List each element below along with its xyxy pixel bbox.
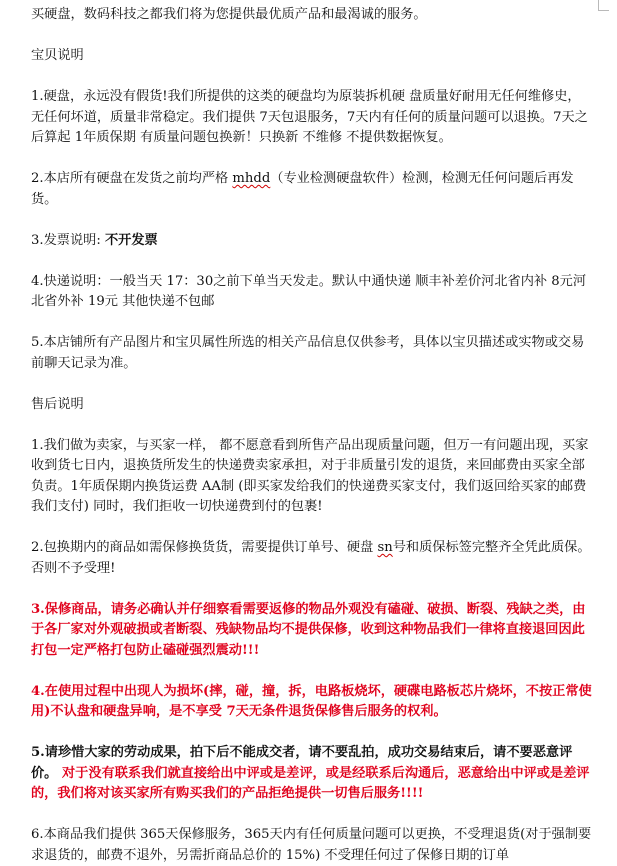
after-sales-note-5: 5.请珍惜大家的劳动成果，拍下后不能成交者，请不要乱拍，成功交易结束后，请不要恶意评价。 对于没有联系我们就直接给出中评或是差评，或是经联系后沟通后，恶意给出中评或是差评的，我们将对该买家所有购买我们的产品拒绝提供一切售后服务!!!! <box>31 745 590 801</box>
spellcheck-word: mhdd <box>232 171 271 186</box>
warning-text: 对于没有联系我们就直接给出中评或是差评，或是经联系后沟通后，恶意给出中评或是差评的，我们将对该买家所有购买我们的产品拒绝提供一切售后服务!!!! <box>31 765 590 801</box>
page-corner-mark <box>598 0 609 11</box>
product-note-5: 5.本店铺所有产品图片和宝贝属性所选的相关产品信息仅供参考，具体以宝贝描述或实物或交易前聊天记录为准。 <box>31 335 585 371</box>
document-body <box>31 5 593 866</box>
after-sales-note-1: 1.我们做为卖家，与买家一样， 都不愿意看到所售产品出现质量问题，但万一有问题出现，买家收到货七日内，退换货所发生的快递费卖家承担，对于非质量引发的退货，来回邮费由买家全部负责。1年质保期内换货运费 AA制 (即买家发给我们的快递费买家支付，我们返回给买家的邮费我们支付) 同时，我们拒收一切快递费到付的包裹! <box>31 437 589 514</box>
intro-line: 买硬盘，数码科技之都我们将为您提供最优质产品和最渴诚的服务。 <box>31 7 427 22</box>
after-sales-note-4: 4.在使用过程中出现人为损坏(摔，碰，撞，拆，电路板烧坏，硬碟电路板芯片烧坏，不按正常使用)不认盘和硬盘异响，是不享受 7天无条件退货保修售后服务的权利。 <box>31 683 592 719</box>
product-note-2: 2.本店所有硬盘在发货之前均严格 mhdd（专业检测硬盘软件）检测，检测无任何问题后再发货。 <box>31 171 574 207</box>
section-title-after-sales: 售后说明 <box>31 396 84 412</box>
invoice-value: 不开发票 <box>104 232 158 248</box>
spellcheck-word: sn <box>377 540 393 555</box>
section-title-product: 宝贝说明 <box>31 48 84 63</box>
after-sales-note-6: 6.本商品我们提供 365天保修服务，365天内有任何质量问题可以更换，不受理退货(对于强制要求退货的，邮费不退外，另需折商品总价的 15%) 不受理任何过了保修日期的订单 <box>31 827 592 863</box>
after-sales-note-2: 2.包换期内的商品如需保修换货货，需要提供订单号、硬盘 sn号和质保标签完整齐全凭此质保。否则不予受理! <box>31 540 591 576</box>
product-note-3: 3.发票说明: 不开发票 <box>31 232 158 248</box>
after-sales-note-3: 3.保修商品，请务必确认并仔细察看需要返修的物品外观没有磕碰、破损、断裂、残缺之类，由于各厂家对外观破损或者断裂、残缺物品均不提供保修，收到这种物品我们一律将直接退回因此打包一定严格打包防止磕碰强烈震动!!! <box>31 601 586 658</box>
product-note-1: 1.硬盘，永远没有假货!我们所提供的这类的硬盘均为原装拆机硬 盘质量好耐用无任何维修史，无任何坏道，质量非常稳定。我们提供 7天包退服务，7天内有任何的质量问题可以退换。7天之后算起 1年质保期 有质量问题包换新！只换新 不维修 不提供数据恢复。 <box>31 89 588 145</box>
product-note-4: 4.快递说明：一般当天 17：30之前下单当天发走。默认中通快递 顺丰补差价河北省内补 8元河北省外补 19元 其他快递不包邮 <box>31 273 587 309</box>
